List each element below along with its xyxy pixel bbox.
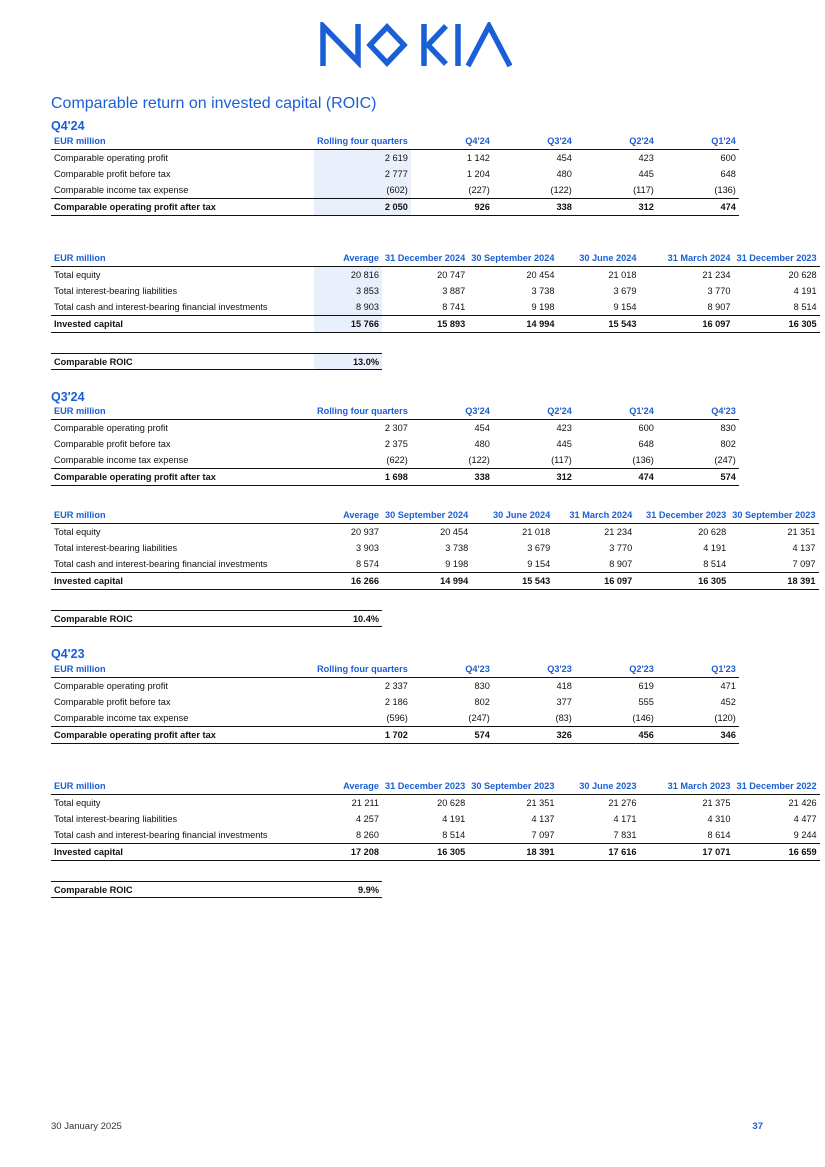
table-row <box>51 794 820 811</box>
cell: 9 154 <box>613 302 637 313</box>
col-header: 30 June 2024 <box>471 511 553 523</box>
cell: (596) <box>386 713 408 724</box>
cell: 4 171 <box>613 813 637 824</box>
cell: (83) <box>555 713 572 724</box>
q423-profit-table <box>51 665 739 744</box>
q324-capital-table <box>51 511 819 590</box>
cell: 16 305 <box>382 844 468 861</box>
cell: 1 142 <box>466 152 490 163</box>
cell: 14 994 <box>468 316 557 333</box>
cell: (146) <box>632 713 654 724</box>
cell: 830 <box>720 422 736 433</box>
cell: (622) <box>386 455 408 466</box>
cell: 20 628 <box>788 269 817 280</box>
cell: (117) <box>633 185 654 196</box>
col-header: Q4'24 <box>411 137 493 149</box>
page-number: 37 <box>752 1121 763 1132</box>
row-label: Comparable operating profit after tax <box>51 199 314 216</box>
col-header: 31 March 2024 <box>553 511 635 523</box>
q423-capital-table <box>51 782 820 861</box>
row-label: Total interest-bearing liabilities <box>54 813 178 824</box>
col-header: Rolling four quarters <box>314 665 411 677</box>
table-row <box>51 299 820 316</box>
cell: 3 770 <box>609 542 633 553</box>
unit-label: EUR million <box>51 137 314 149</box>
col-header: 31 December 2022 <box>733 782 819 794</box>
cell: 326 <box>493 727 575 744</box>
table-row <box>51 710 739 727</box>
col-header: Q3'23 <box>493 665 575 677</box>
cell: 21 211 <box>351 797 379 808</box>
cell: (117) <box>551 455 572 466</box>
cell: 16 097 <box>553 573 635 590</box>
cell: 2 375 <box>384 438 408 449</box>
cell: 8 574 <box>356 559 379 570</box>
cell: 3 679 <box>527 542 551 553</box>
col-header: Rolling four quarters <box>314 407 411 419</box>
cell: 471 <box>720 680 736 691</box>
col-header: 31 December 2023 <box>635 511 729 523</box>
cell: 8 903 <box>314 299 382 316</box>
row-label: Total interest-bearing liabilities <box>54 285 178 296</box>
row-label: Invested capital <box>51 316 314 333</box>
cell: 8 614 <box>707 830 731 841</box>
cell: 480 <box>474 438 490 449</box>
cell: 21 375 <box>702 797 731 808</box>
row-label: Comparable operating profit <box>54 422 168 433</box>
cell: 454 <box>556 152 572 163</box>
col-header: Q1'24 <box>575 407 657 419</box>
cell: 17 071 <box>639 844 733 861</box>
cell: 2 777 <box>314 166 411 183</box>
cell: 20 937 <box>350 526 379 537</box>
cell: 9 198 <box>445 559 469 570</box>
cell: 8 907 <box>609 559 633 570</box>
table-row <box>51 540 819 557</box>
section-heading-q423: Q4'23 <box>51 647 85 661</box>
cell: 555 <box>638 696 654 707</box>
cell: 3 887 <box>442 285 466 296</box>
cell: 2 337 <box>384 680 408 691</box>
col-header: 30 September 2024 <box>468 254 557 266</box>
col-header: Average <box>314 782 382 794</box>
cell: 21 351 <box>526 797 555 808</box>
cell: 454 <box>474 422 490 433</box>
cell: 9 244 <box>793 830 817 841</box>
total-row <box>51 573 819 590</box>
col-header: Q3'24 <box>493 137 575 149</box>
cell: 9 154 <box>527 559 551 570</box>
cell: 346 <box>657 727 739 744</box>
cell: 8 514 <box>793 302 817 313</box>
cell: 16 305 <box>733 316 819 333</box>
row-label: Total equity <box>54 269 101 280</box>
row-label: Comparable operating profit <box>54 680 168 691</box>
cell: 600 <box>638 422 654 433</box>
row-label: Total cash and interest-bearing financial investments <box>54 830 268 841</box>
total-row <box>51 316 820 333</box>
col-header: Q2'24 <box>493 407 575 419</box>
col-header: Average <box>314 254 382 266</box>
cell: 21 018 <box>522 526 551 537</box>
cell: 338 <box>493 199 575 216</box>
cell: 7 097 <box>792 559 816 570</box>
cell: 802 <box>720 438 736 449</box>
cell: 474 <box>657 199 739 216</box>
unit-label: EUR million <box>51 254 314 266</box>
cell: 20 628 <box>698 526 727 537</box>
cell: 20 628 <box>437 797 466 808</box>
cell: 21 018 <box>608 269 637 280</box>
row-label: Invested capital <box>51 573 314 590</box>
col-header: Q2'23 <box>575 665 657 677</box>
cell: 2 307 <box>384 422 408 433</box>
cell: 377 <box>556 696 572 707</box>
unit-label: EUR million <box>51 407 314 419</box>
col-header: 30 September 2023 <box>468 782 557 794</box>
total-row <box>51 199 739 216</box>
cell: (227) <box>468 185 490 196</box>
roic-label: Comparable ROIC <box>51 882 314 898</box>
cell: 18 391 <box>729 573 818 590</box>
q424-capital-table <box>51 254 820 333</box>
section-heading-q324: Q3'24 <box>51 390 85 404</box>
total-row <box>51 844 820 861</box>
cell: 418 <box>556 680 572 691</box>
nokia-logo <box>320 22 512 68</box>
roic-value: 13.0% <box>314 354 382 370</box>
table-row <box>51 523 819 540</box>
col-header: 30 September 2023 <box>729 511 818 523</box>
cell: (602) <box>314 182 411 199</box>
cell: 15 543 <box>557 316 639 333</box>
cell: 4 137 <box>792 542 816 553</box>
cell: (247) <box>468 713 490 724</box>
cell: 802 <box>474 696 490 707</box>
cell: 4 477 <box>793 813 817 824</box>
cell: 445 <box>638 168 654 179</box>
cell: 17 616 <box>557 844 639 861</box>
cell: 7 097 <box>531 830 555 841</box>
cell: 8 907 <box>707 302 731 313</box>
cell: 926 <box>411 199 493 216</box>
cell: 648 <box>638 438 654 449</box>
q324-roic <box>51 610 382 627</box>
cell: 456 <box>575 727 657 744</box>
cell: 3 853 <box>314 283 382 300</box>
table-row <box>51 266 820 283</box>
cell: 4 191 <box>793 285 817 296</box>
cell: 15 893 <box>382 316 468 333</box>
col-header: Q4'23 <box>411 665 493 677</box>
section-heading-q424: Q4'24 <box>51 119 85 133</box>
col-header: Q2'24 <box>575 137 657 149</box>
cell: 20 454 <box>440 526 469 537</box>
cell: (120) <box>714 713 736 724</box>
cell: 480 <box>556 168 572 179</box>
table-row <box>51 677 739 694</box>
col-header: 30 June 2023 <box>557 782 639 794</box>
cell: 1 702 <box>314 727 411 744</box>
total-row <box>51 469 739 486</box>
table-row <box>51 149 739 166</box>
cell: 9 198 <box>531 302 555 313</box>
cell: 14 994 <box>382 573 471 590</box>
col-header: Average <box>314 511 382 523</box>
row-label: Total interest-bearing liabilities <box>54 542 178 553</box>
table-row <box>51 283 820 300</box>
cell: 830 <box>474 680 490 691</box>
cell: 8 514 <box>703 559 727 570</box>
col-header: Q1'24 <box>657 137 739 149</box>
row-label: Comparable profit before tax <box>54 696 171 707</box>
cell: 20 454 <box>526 269 555 280</box>
page-title: Comparable return on invested capital (ROIC) <box>51 95 377 112</box>
cell: 16 305 <box>635 573 729 590</box>
cell: 600 <box>720 152 736 163</box>
cell: 20 747 <box>437 269 466 280</box>
cell: 8 514 <box>442 830 466 841</box>
row-label: Comparable income tax expense <box>54 713 189 724</box>
cell: 4 191 <box>703 542 727 553</box>
cell: 21 351 <box>787 526 816 537</box>
col-header: Q3'24 <box>411 407 493 419</box>
cell: (247) <box>714 455 736 466</box>
cell: 445 <box>556 438 572 449</box>
cell: (136) <box>714 185 736 196</box>
cell: 423 <box>556 422 572 433</box>
cell: 4 137 <box>531 813 555 824</box>
cell: 16 266 <box>314 573 382 590</box>
cell: 21 426 <box>788 797 817 808</box>
col-header: 31 March 2023 <box>639 782 733 794</box>
cell: 16 097 <box>639 316 733 333</box>
unit-label: EUR million <box>51 782 314 794</box>
row-label: Comparable income tax expense <box>54 455 189 466</box>
col-header: Rolling four quarters <box>314 137 411 149</box>
cell: (136) <box>632 455 654 466</box>
table-row <box>51 166 739 183</box>
cell: 8 741 <box>442 302 466 313</box>
unit-label: EUR million <box>51 665 314 677</box>
col-header: Q1'23 <box>657 665 739 677</box>
roic-value: 10.4% <box>314 611 382 627</box>
cell: 574 <box>657 469 739 486</box>
table-row <box>51 419 739 436</box>
cell: 3 738 <box>531 285 555 296</box>
cell: 2 186 <box>384 696 408 707</box>
cell: 1 204 <box>466 168 490 179</box>
q424-profit-table <box>51 137 739 216</box>
cell: 648 <box>720 168 736 179</box>
row-label: Comparable operating profit <box>54 152 168 163</box>
cell: 3 679 <box>613 285 637 296</box>
roic-label: Comparable ROIC <box>51 354 314 370</box>
cell: 7 831 <box>613 830 637 841</box>
row-label: Total equity <box>54 526 101 537</box>
table-row <box>51 182 739 199</box>
cell: 15 543 <box>471 573 553 590</box>
unit-label: EUR million <box>51 511 314 523</box>
total-row <box>51 727 739 744</box>
col-header: 30 June 2024 <box>557 254 639 266</box>
cell: 18 391 <box>468 844 557 861</box>
cell: 21 234 <box>604 526 633 537</box>
footer-date: 30 January 2025 <box>51 1121 122 1132</box>
cell: (122) <box>550 185 572 196</box>
col-header: Q4'23 <box>657 407 739 419</box>
table-row <box>51 694 739 711</box>
cell: 3 903 <box>356 542 379 553</box>
table-row <box>51 436 739 453</box>
cell: 4 310 <box>707 813 731 824</box>
cell: 21 234 <box>702 269 731 280</box>
cell: 4 257 <box>356 813 379 824</box>
row-label: Total equity <box>54 797 101 808</box>
col-header: 31 December 2024 <box>382 254 468 266</box>
col-header: 31 December 2023 <box>382 782 468 794</box>
cell: 3 738 <box>445 542 469 553</box>
cell: 452 <box>720 696 736 707</box>
cell: (122) <box>468 455 490 466</box>
cell: 312 <box>493 469 575 486</box>
row-label: Invested capital <box>51 844 314 861</box>
cell: 8 260 <box>356 830 379 841</box>
table-row <box>51 556 819 573</box>
table-row <box>51 811 820 828</box>
cell: 423 <box>638 152 654 163</box>
row-label: Comparable operating profit after tax <box>51 727 314 744</box>
cell: 3 770 <box>707 285 731 296</box>
cell: 619 <box>638 680 654 691</box>
row-label: Comparable profit before tax <box>54 438 171 449</box>
cell: 20 816 <box>314 266 382 283</box>
roic-label: Comparable ROIC <box>51 611 314 627</box>
q423-roic <box>51 881 382 898</box>
cell: 474 <box>575 469 657 486</box>
q424-roic <box>51 353 382 370</box>
roic-value: 9.9% <box>314 882 382 898</box>
cell: 1 698 <box>314 469 411 486</box>
table-row <box>51 452 739 469</box>
row-label: Comparable income tax expense <box>54 185 189 196</box>
table-row <box>51 827 820 844</box>
row-label: Total cash and interest-bearing financial investments <box>54 559 268 570</box>
cell: 2 050 <box>314 199 411 216</box>
q324-profit-table <box>51 407 739 486</box>
cell: 2 619 <box>314 149 411 166</box>
cell: 338 <box>411 469 493 486</box>
cell: 15 766 <box>314 316 382 333</box>
cell: 4 191 <box>442 813 466 824</box>
cell: 21 276 <box>608 797 637 808</box>
col-header: 31 March 2024 <box>639 254 733 266</box>
col-header: 31 December 2023 <box>733 254 819 266</box>
row-label: Comparable profit before tax <box>54 168 171 179</box>
cell: 312 <box>575 199 657 216</box>
cell: 17 208 <box>314 844 382 861</box>
cell: 574 <box>411 727 493 744</box>
row-label: Total cash and interest-bearing financial investments <box>54 302 268 313</box>
col-header: 30 September 2024 <box>382 511 471 523</box>
row-label: Comparable operating profit after tax <box>51 469 314 486</box>
cell: 16 659 <box>733 844 819 861</box>
